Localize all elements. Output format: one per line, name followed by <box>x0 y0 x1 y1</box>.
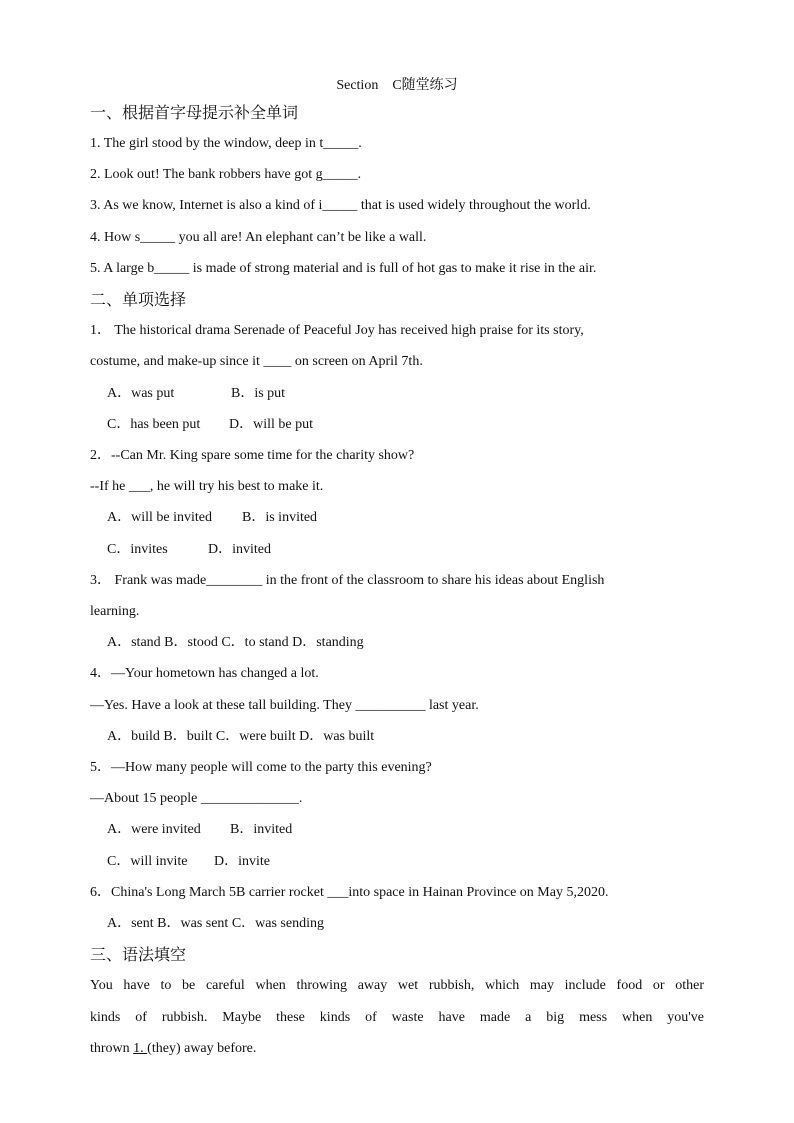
q3-options: A．stand B．stood C．to stand D．standing <box>107 635 364 650</box>
s1-item-2: 2. Look out! The bank robbers have got g_____. <box>90 167 362 182</box>
q4-line-1: 4．—Your hometown has changed a lot. <box>90 666 319 681</box>
q1-option-c: C．has been put <box>107 417 201 432</box>
blank-1: 1. <box>133 1041 148 1056</box>
page-title: Section C随堂练习 <box>336 78 458 93</box>
s1-item-5: 5. A large b_____ is made of strong material and is full of hot gas to make it rise in the air. <box>90 261 597 276</box>
q5-line-2: —About 15 people ______________. <box>90 791 303 806</box>
q1-option-d: D．will be put <box>229 417 313 432</box>
s1-item-3: 3. As we know, Internet is also a kind of i_____ that is used widely throughout the world. <box>90 198 591 213</box>
q5-option-b: B．invited <box>230 822 293 837</box>
q1-line-2: costume, and make-up since it ____ on screen on April 7th. <box>90 354 423 369</box>
section1-heading: 一、根据首字母提示补全单词 <box>90 103 299 122</box>
passage-line-3-pre: thrown <box>90 1041 134 1056</box>
section3-heading: 三、语法填空 <box>90 945 187 964</box>
passage-line-3-post: (they) away before. <box>147 1041 257 1056</box>
q6-options: A．sent B．was sent C．was sending <box>107 916 324 931</box>
q2-option-c: C．invites <box>107 542 168 557</box>
passage-line-1: You have to be careful when throwing away wet rubbish, which may include food or other <box>90 978 704 993</box>
q2-line-1: 2．--Can Mr. King spare some time for the charity show? <box>90 448 415 463</box>
q2-option-b: B．is invited <box>242 510 318 525</box>
q1-option-a: A．was put <box>107 386 175 401</box>
passage-line-3 <box>90 1039 704 1059</box>
s1-item-4: 4. How s_____ you all are! An elephant can’t be like a wall. <box>90 230 427 245</box>
q3-line-1: 3． Frank was made________ in the front of the classroom to share his ideas about English <box>90 573 605 588</box>
q1-line-1: 1． The historical drama Serenade of Peaceful Joy has received high praise for its story, <box>90 323 584 338</box>
q2-option-a: A．will be invited <box>107 510 212 525</box>
q1-option-b: B．is put <box>231 386 286 401</box>
q5-option-d: D．invite <box>214 854 270 869</box>
s1-item-1: 1. The girl stood by the window, deep in t_____. <box>90 136 362 151</box>
q3-line-2: learning. <box>90 604 140 619</box>
passage-line-2: kinds of rubbish. Maybe these kinds of waste have made a big mess when you've <box>90 1010 704 1025</box>
q5-option-c: C．will invite <box>107 854 188 869</box>
q5-option-a: A．were invited <box>107 822 201 837</box>
q4-line-2: —Yes. Have a look at these tall building. They __________ last year. <box>90 698 479 713</box>
q2-line-2: --If he ___, he will try his best to make it. <box>90 479 324 494</box>
q4-options: A．build B．built C．were built D．was built <box>107 729 375 744</box>
q6-line-1: 6．China's Long March 5B carrier rocket ___into space in Hainan Province on May 5,2020. <box>90 885 609 900</box>
q5-line-1: 5．—How many people will come to the party this evening? <box>90 760 432 775</box>
q2-option-d: D．invited <box>208 542 271 557</box>
section2-heading: 二、单项选择 <box>90 290 187 309</box>
